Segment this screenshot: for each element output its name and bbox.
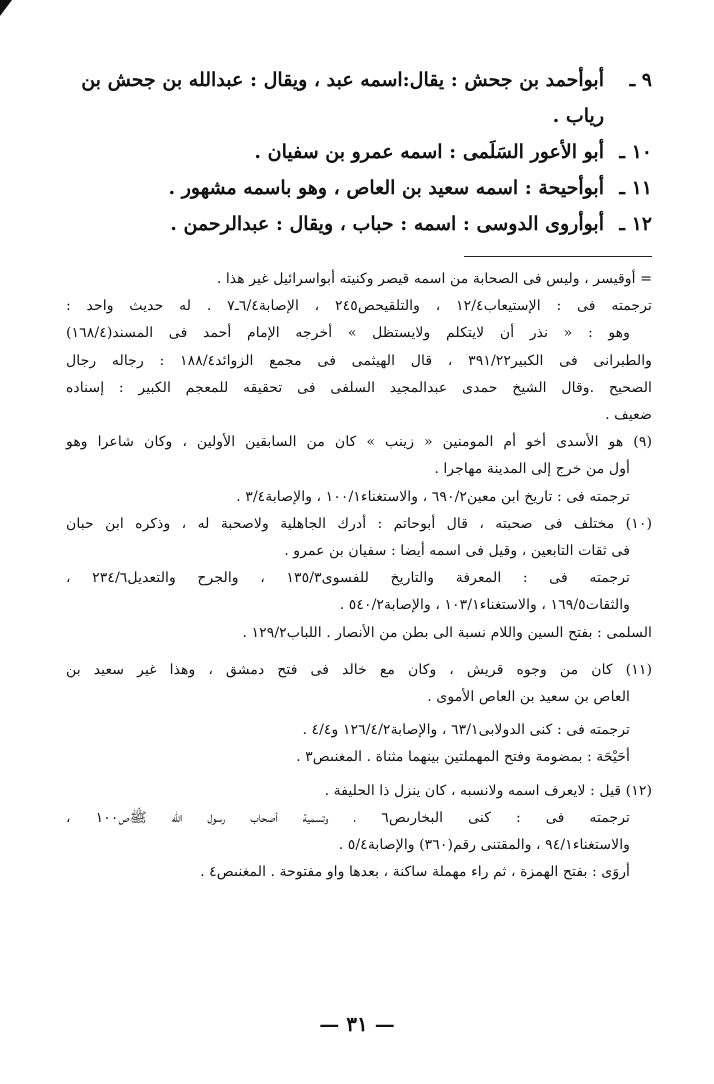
- entry-11: [70, 170, 652, 206]
- footnote-separator: [464, 256, 652, 257]
- note-line: ترجمته فى : كنى الدولابى٦٣/١ ، والإصابة١٢٦/٤/٢ و٤/٤ .: [302, 722, 630, 739]
- note-line: ترجمته فى : تاريخ ابن معين٦٩٠/٢ ، والاستغناء١٠٠/١ ، والإصابة٣/٤ .: [236, 488, 630, 505]
- note-line: ترجمته فى : كنى البخارىص٦ ، وتسمية أصحاب رسول الله ﷺص١٠٠ ،: [66, 809, 630, 826]
- note-line: ترجمته فى : المعرفة والتاريخ للفسوى١٣٥/٣ ، والجرح والتعديل٢٣٤/٦ ،: [66, 570, 630, 587]
- note-line: (١٢) قيل : لايعرف اسمه ولانسبه ، كان ينزل ذا الحليفة .: [324, 782, 652, 799]
- footnotes: [66, 266, 652, 886]
- note-line: وهو : « نذر أن لايتكلم ولايستظل » أخرجه الإمام أحمد فى المسند(١٦٨/٤): [66, 325, 630, 342]
- note-line: والاستغناء٩٤/١ ، والمقتنى رقم(٣٦٠) والإصابة٥/٤ .: [338, 837, 630, 854]
- corner-mark: [0, 0, 12, 16]
- note-line: ترجمته فى : الإستيعاب١٢/٤ ، والتلقيحص٢٤٥ ، الإصابة٦/٤ـ٧ . له حديث واحد :: [66, 298, 652, 315]
- note-line: أحَيْحَة : بمضومة وفتح المهملتين بينهما مثناة . المغنىص٣ .: [296, 749, 630, 766]
- entry-9: [70, 62, 652, 134]
- entry-12: [70, 206, 652, 242]
- entry-number: ٩ ـ: [629, 69, 652, 91]
- note-line: (١١) كان من وجوه قريش ، وكان مع خالد فى فتح دمشق ، وهذا غير سعيد بن: [66, 661, 652, 678]
- note-line: أروَى : بفتح الهمزة ، ثم راء مهملة ساكنة ، بعدها واو مفتوحة . المغنىص٤ .: [200, 864, 630, 881]
- note-line: (٩) هو الأسدى أخو أم المومنين « زينب » كان من السابقين الأولين ، وكان شاعرا وهو: [66, 434, 652, 451]
- note-line: والثقات١٦٩/٥ ، والاستغناء١٠٣/١ ، والإصابة٥٤٠/٢ .: [339, 597, 630, 614]
- entry-text: أبوأحمد بن جحش : يقال:اسمه عبد ، ويقال : عبدالله بن جحش بن رياب .: [81, 69, 604, 127]
- entry-text: أبوأحيحة : اسمه سعيد بن العاص ، وهو باسمه مشهور .: [168, 177, 604, 199]
- entry-number: ١١ ـ: [619, 177, 652, 199]
- note-line: فى ثقات التابعين ، وقيل فى اسمه أيضا : سفيان بن عمرو .: [284, 543, 630, 560]
- entry-10: [70, 134, 652, 170]
- note-line: أول من خرج إلى المدينة مهاجرا .: [434, 461, 630, 478]
- entry-text: أبوأروى الدوسى : اسمه : حباب ، ويقال : عبدالرحمن .: [170, 213, 604, 235]
- note-line: = أوقيسر ، وليس فى الصحابة من اسمه قيصر وكنيته أبواسرائيل غير هذا .: [216, 271, 652, 287]
- note-line: السلمى : بفتح السين واللام نسبة الى بطن من الأنصار . اللباب١٢٩/٢ .: [242, 624, 652, 641]
- note-line: العاص بن سعيد بن العاص الأموى .: [427, 689, 630, 706]
- entry-number: ١٢ ـ: [619, 213, 652, 235]
- page-number: — ٣١ —: [319, 1012, 395, 1036]
- note-line: ضعيف .: [605, 407, 652, 424]
- note-line: (١٠) مختلف فى صحبته ، قال أبوحاتم : أدرك الجاهلية ولاصحبة له ، وذكره ابن حبان: [66, 515, 652, 532]
- entry-text: أبو الأعور السَلَمى : اسمه عمرو بن سفيان .: [254, 141, 604, 163]
- note-line: الصحيح .وقال الشيخ حمدى عبدالمجيد السلفى فى تحقيقه للمعجم الكبير : إسناده: [66, 379, 652, 396]
- note-line: والطبرانى فى الكبير٣٩١/٢٢ ، قال الهيثمى فى مجمع الزوائد١٨٨/٤ : رجاله رجال: [66, 352, 652, 369]
- entry-number: ١٠ ـ: [619, 141, 652, 163]
- main-entries: [70, 62, 652, 242]
